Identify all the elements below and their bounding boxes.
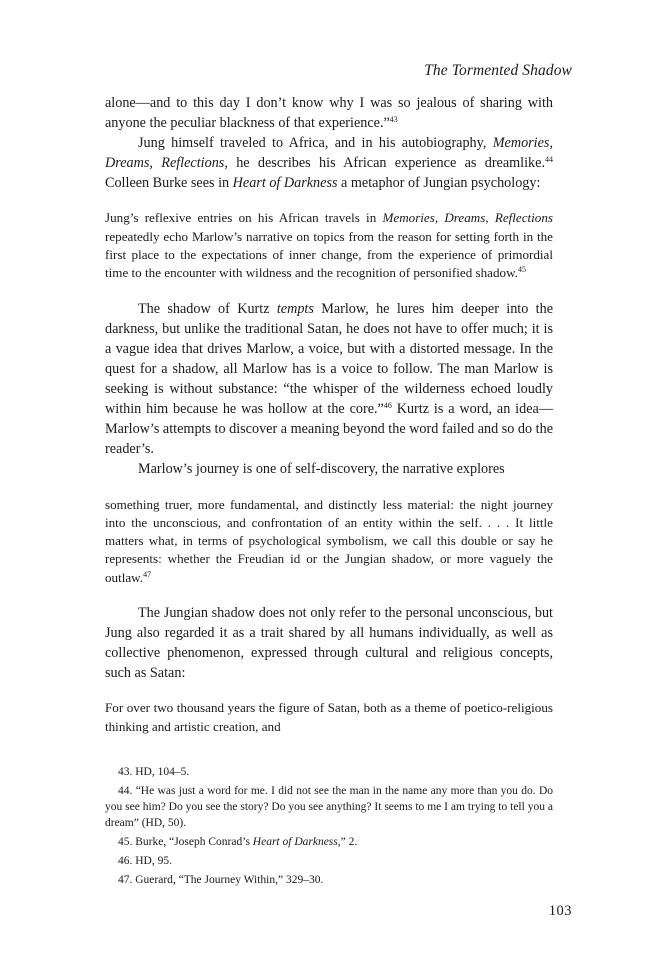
paragraph-text: a metaphor of Jungian psychology: [337,175,541,192]
footnote-ref[interactable]: 45 [517,265,526,275]
paragraph-text: Kurtz is a word, an idea—Marlow’s attempts to discover a meaning beyond the word failed and so do the reader’s. [105,401,554,458]
running-head: The Tormented Shadow [424,62,572,79]
quote-text: For over two thousand years the figure of Satan, both as a theme of poetico-religious thinking and artistic creation, and [105,700,553,734]
paragraph-text: alone—and to this day I don’t know why I was so jealous of sharing with anyone the peculiar blackness of that experience.” [105,95,553,132]
paragraph [105,133,553,193]
body-text [105,93,553,736]
paragraph [105,459,553,479]
footnote [105,834,553,850]
quote-text: something truer, more fundamental, and distinctly less material: the night journey into the unconscious, and confrontation of an entity within the self. . . . It little matters what, in terms of psychological symbolism, we call this double or say he represents: whether the Freudian id or the Jungian shadow, or more vaguely the outlaw. [105,496,553,585]
paragraph-text: , he describes his African experience as dreamlike. [224,155,545,172]
paragraph [105,93,553,133]
footnotes [105,764,553,891]
paragraph-text: Jung himself traveled to Africa, and in his autobiography, [138,135,493,152]
emphasis: tempts [276,300,314,317]
page-number: 103 [548,903,572,919]
book-title: Memories, Dreams, Reflections [382,210,553,226]
paragraph-text: Colleen Burke sees in [105,175,233,192]
footnote: 44. “He was just a word for me. I did not see the man in the name any more than you do. Do you see him? Do you see the story? Do you see anything? It seems to me I am trying to tell you a dream” (HD, 50). [105,785,553,829]
quote-text: repeatedly echo Marlow’s narrative on topics from the reason for setting forth in the first place to the expectations of inner change, from the experience of primordial time to the encounter with wildness and the recognition of personified shadow. [105,228,553,281]
book-title: Heart of Darkness [252,836,338,848]
footnote-ref[interactable]: 46 [383,401,392,411]
footnote-ref[interactable]: 47 [143,569,152,579]
block-quote [105,209,553,282]
book-title: Heart of Darkness [232,175,338,192]
footnote: 46. HD, 95. [118,855,172,867]
footnote-text: 45. Burke, “Joseph Conrad’s [118,836,253,848]
footnote: 47. Guerard, “The Journey Within,” 329–30. [118,874,324,886]
paragraph [105,299,553,460]
paragraph-text: The Jungian shadow does not only refer to the personal unconscious, but Jung also regarded it as a trait shared by all humans individually, as well as collective phenomenon, expressed through cultural and religious concepts, such as Satan: [105,604,553,682]
footnote-text: ,” 2. [337,836,358,848]
paragraph-text: Marlow’s journey is one of self-discovery, the narrative explores [138,461,505,478]
paragraph-text: Marlow, he lures him deeper into the darkness, but unlike the traditional Satan, he does not have to offer much; it is a vague idea that drives Marlow, a voice, but with a distorted message. In the quest for a shadow, all Marlow has is a voice to follow. The man Marlow is seeking is without substance: “the whisper of the wilderness echoed loudly within him because he was hollow at the core.” [105,300,553,418]
paragraph [105,603,553,683]
footnote-ref[interactable]: 44 [545,155,553,165]
block-quote [105,496,553,587]
footnote: 43. HD, 104–5. [118,766,190,778]
paragraph-text: The shadow of Kurtz [138,300,277,317]
quote-text: Jung’s reflexive entries on his African travels in [105,210,383,226]
footnote-ref[interactable]: 43 [389,115,398,125]
block-quote [105,699,553,736]
book-title: Memories, Dreams, Reflections [105,135,553,172]
